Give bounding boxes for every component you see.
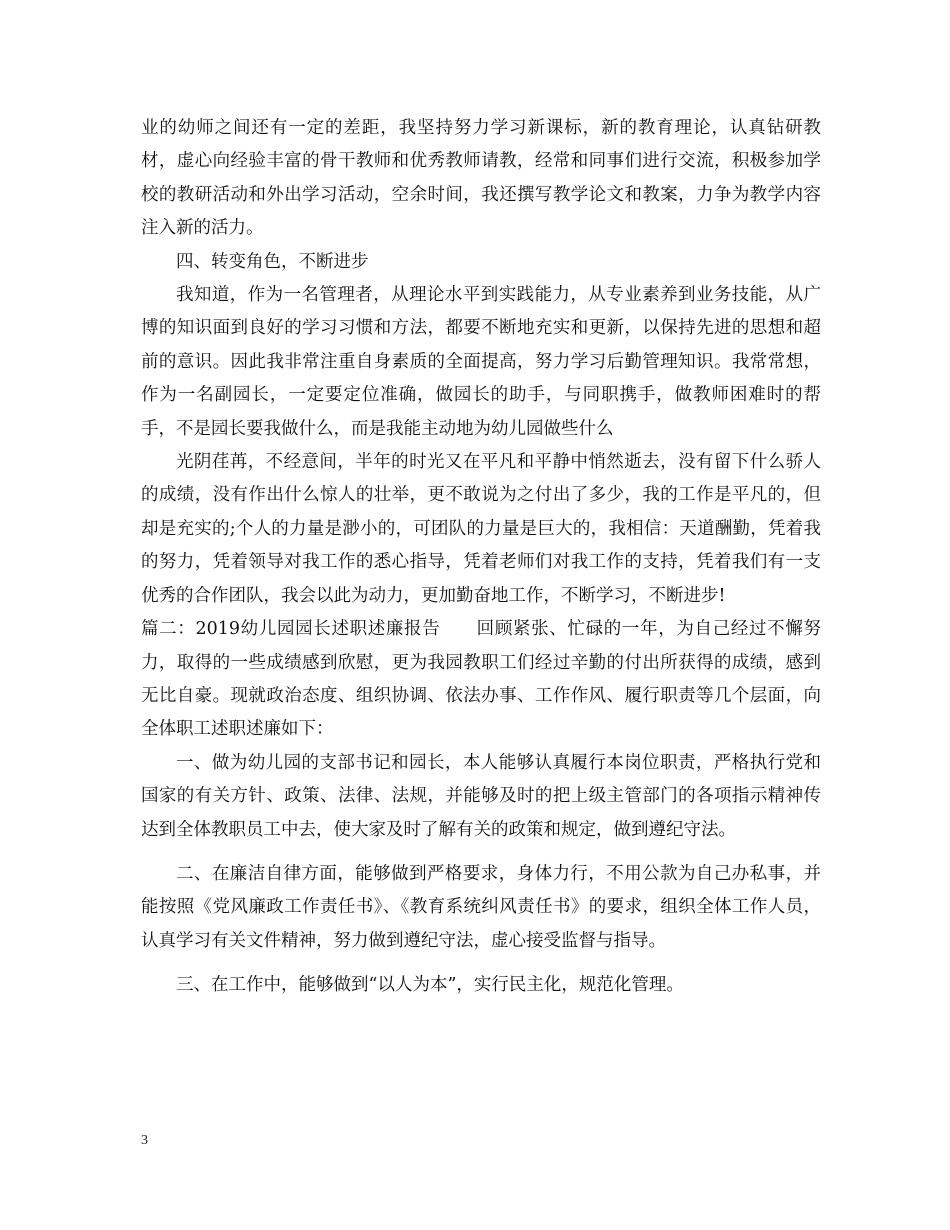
paragraph-point-one: 一、做为幼儿园的支部书记和园长，本人能够认真履行本岗位职责，严格执行党和国家的有关方针、政策、法律、法规，并能够及时的把上级主管部门的各项指示精神传达到全体教职员工中去，使大家及时了解有关的政策和规定，做到遵纪守法。 bbox=[141, 752, 821, 840]
paragraph-manager-role: 我知道，作为一名管理者，从理论水平到实践能力，从专业素养到业务技能，从广博的知识面到良好的学习习惯和方法，都要不断地充实和更新，以保持先进的思想和超前的意识。因此我非常注重自身素质的全面提高，努力学习后勤管理知识。我常常想，作为一名副园长，一定要定位准确，做园长的助手，与同职携手，做教师困难时的帮手，不是园长要我做什么，而是我能主动地为幼儿园做些什么 bbox=[141, 285, 821, 439]
paragraph-point-three: 三、在工作中，能够做到“以人为本”，实行民主化，规范化管理。 bbox=[176, 975, 684, 996]
paragraph-time-passing: 光阴荏苒，不经意间，半年的时光又在平凡和平静中悄然逝去，没有留下什么骄人的成绩，没有作出什么惊人的壮举，更不敢说为之付出了多少，我的工作是平凡的，但却是充实的;个人的力量是渺小的，可团队的力量是巨大的，我相信：天道酬勤，凭着我的努力，凭着领导对我工作的悉心指导，凭着老师们对我工作的支持，凭着我们有一支优秀的合作团队，我会以此为动力，更加勤奋地工作，不断学习，不断进步! bbox=[141, 452, 821, 606]
paragraph-continued: 业的幼师之间还有一定的差距，我坚持努力学习新课标，新的教育理论，认真钻研教材，虚心向经验丰富的骨干教师和优秀教师请教，经常和同事们进行交流，积极参加学校的教研活动和外出学习活动，空余时间，我还撰写教学论文和教案，力争为教学内容注入新的活力。 bbox=[141, 118, 821, 239]
paragraph-part-two-intro: 篇二：2019幼儿园园长述职述廉报告 回顾紧张、忙碌的一年，为自己经过不懈努力，取得的一些成绩感到欣慰，更为我园教职工们经过辛勤的付出所获得的成绩，感到无比自豪。现就政治态度、组织协调、依法办事、工作作风、履行职责等几个层面，向全体职工述职述廉如下： bbox=[141, 619, 821, 740]
paragraph-point-two: 二、在廉洁自律方面，能够做到严格要求，身体力行，不用公款为自己办私事，并能按照《党风廉政工作责任书》、《教育系统纠风责任书》的要求，组织全体工作人员，认真学习有关文件精神，努力做到遵纪守法，虚心接受监督与指导。 bbox=[141, 863, 821, 951]
page-number: 3 bbox=[141, 1133, 148, 1148]
document-body bbox=[141, 112, 821, 1003]
section-heading-four: 四、转变角色，不断进步 bbox=[176, 251, 369, 272]
